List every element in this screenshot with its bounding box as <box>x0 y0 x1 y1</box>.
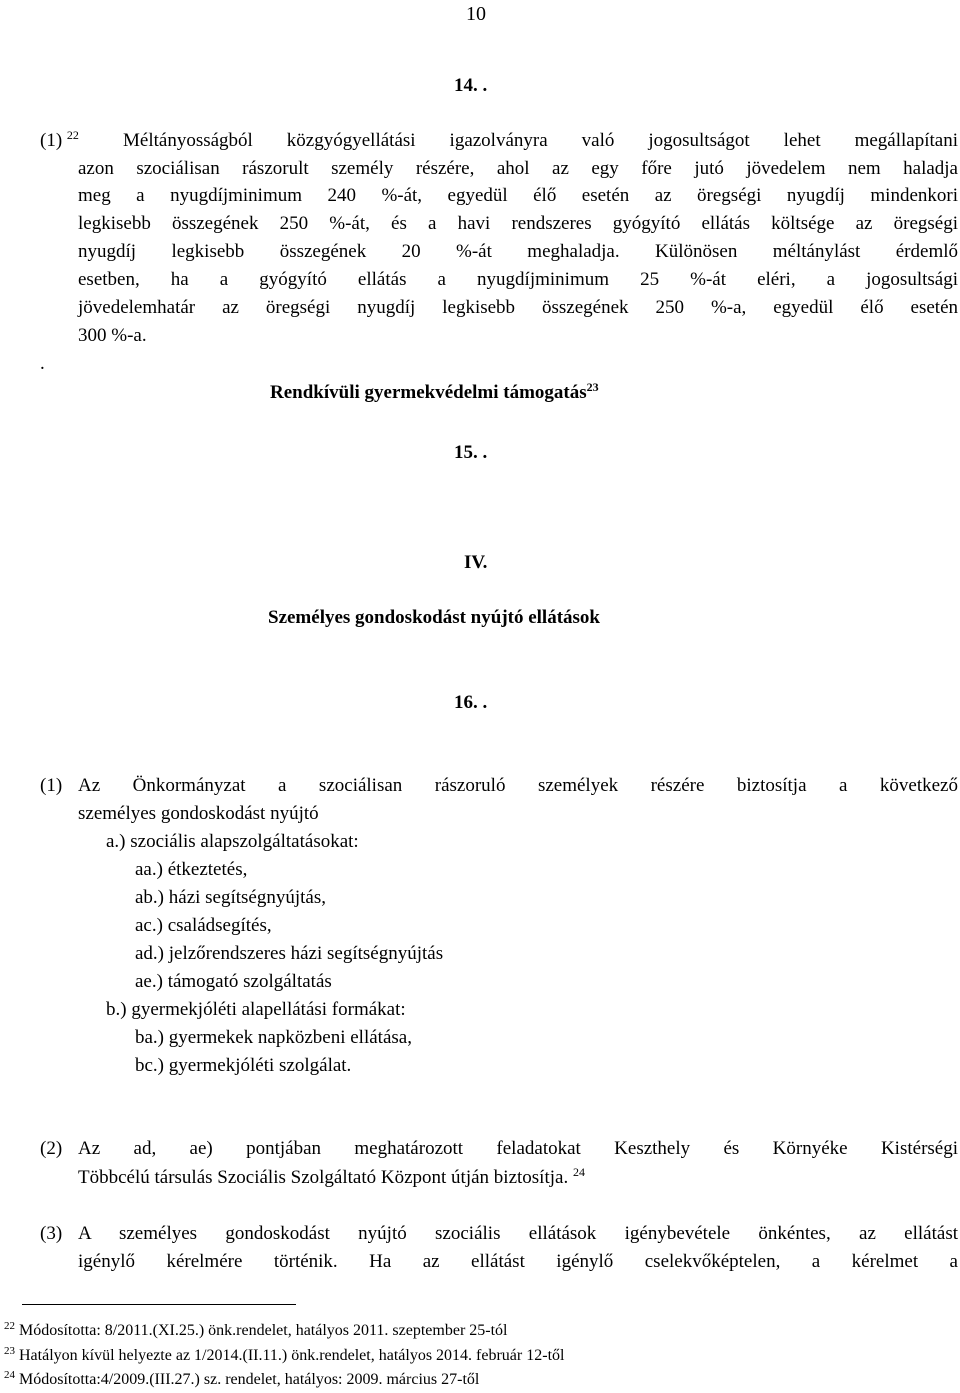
text-line: azon szociálisan rászorult személy részére, ahol az egy főre jutó jövedelem nem haladja <box>78 158 958 179</box>
footnote: $^{22}$ Módosította: 8/2011.(XI.25.) önk.rendelet, hatályos 2011. szeptember 25-tól <box>4 1320 508 1339</box>
text-line: jövedelemhatár az öregségi nyugdíj legkisebb összegének 250 %-a, egyedül élő esetén <box>78 297 958 318</box>
chapter-number: IV. <box>464 552 488 573</box>
paragraph-number: (2) <box>40 1138 63 1159</box>
text-line: legkisebb összegének 250 %-át, és a havi rendszeres gyógyító ellátás költsége az öregségi <box>78 213 958 234</box>
paragraph-number: (1) <box>40 775 63 796</box>
footnote: $^{24}$ Módosította:4/2009.(III.27.) sz. rendelet, hatályos: 2009. március 27-től <box>4 1369 480 1388</box>
text-line: nyugdíj legkisebb összegének 20 %-át meghaladja. Különösen méltánylást érdemlő <box>78 241 958 262</box>
text-line: A személyes gondoskodást nyújtó szociális ellátások igénybevétele önkéntes, az ellátást <box>78 1223 958 1244</box>
list-item: ab.) házi segítségnyújtás, <box>135 887 327 908</box>
list-item: ba.) gyermekek napközbeni ellátása, <box>135 1027 412 1048</box>
paragraph-number: (1) $^{22}$ <box>40 128 79 151</box>
text-line: igénylő kérelmére történik. Ha az ellátást igénylő cselekvőképtelen, a kérelmet a <box>78 1251 958 1272</box>
list-item: ae.) támogató szolgáltatás <box>135 971 332 992</box>
footnote-divider <box>22 1304 296 1305</box>
page-number: 10 <box>466 3 486 25</box>
text-line: személyes gondoskodást nyújtó <box>78 803 319 824</box>
footnote-ref-24[interactable]: 24 <box>572 1165 585 1179</box>
footnote-ref-22[interactable]: 22 <box>66 128 79 142</box>
section-heading-14: 14. . <box>454 75 488 96</box>
text-line: Az Önkormányzat a szociálisan rászoruló személyek részére biztosítja a következő <box>78 775 958 796</box>
list-item: bc.) gyermekjóléti szolgálat. <box>135 1055 352 1076</box>
footnote-ref-23[interactable]: 23 <box>586 380 599 394</box>
paragraph-number: (3) <box>40 1223 63 1244</box>
chapter-title: Személyes gondoskodást nyújtó ellátások <box>268 607 600 628</box>
section-heading-16: 16. . <box>454 692 488 713</box>
footnote: $^{23}$ Hatályon kívül helyezte az 1/2014.(II.11.) önk.rendelet, hatályos 2014. február 12-től <box>4 1345 565 1364</box>
stray-dot: . <box>40 353 45 374</box>
list-item: ac.) családsegítés, <box>135 915 272 936</box>
section-heading-15: 15. . <box>454 442 488 463</box>
list-item: ad.) jelzőrendszeres házi segítségnyújtás <box>135 943 444 964</box>
text-line: Többcélú társulás Szociális Szolgáltató Központ útján biztosítja. $^{24}$ <box>78 1165 585 1188</box>
text-line: 300 %-a. <box>78 325 147 346</box>
text-line: esetben, ha a gyógyító ellátás a nyugdíjminimum 25 %-át eléri, a jogosultsági <box>78 269 958 290</box>
list-item: b.) gyermekjóléti alapellátási formákat: <box>106 999 406 1020</box>
list-item: aa.) étkeztetés, <box>135 859 248 880</box>
text-line: Az ad, ae) pontjában meghatározott feladatokat Keszthely és Környéke Kistérségi <box>78 1138 958 1159</box>
heading-rendkivuli: Rendkívüli gyermekvédelmi támogatás$^{23}$ <box>270 380 599 403</box>
text-line: Méltányosságból közgyógyellátási igazolványra való jogosultságot lehet megállapítani <box>123 130 958 151</box>
list-item: a.) szociális alapszolgáltatásokat: <box>106 831 359 852</box>
text-line: meg a nyugdíjminimum 240 %-át, egyedül élő esetén az öregségi nyugdíj mindenkori <box>78 185 958 206</box>
